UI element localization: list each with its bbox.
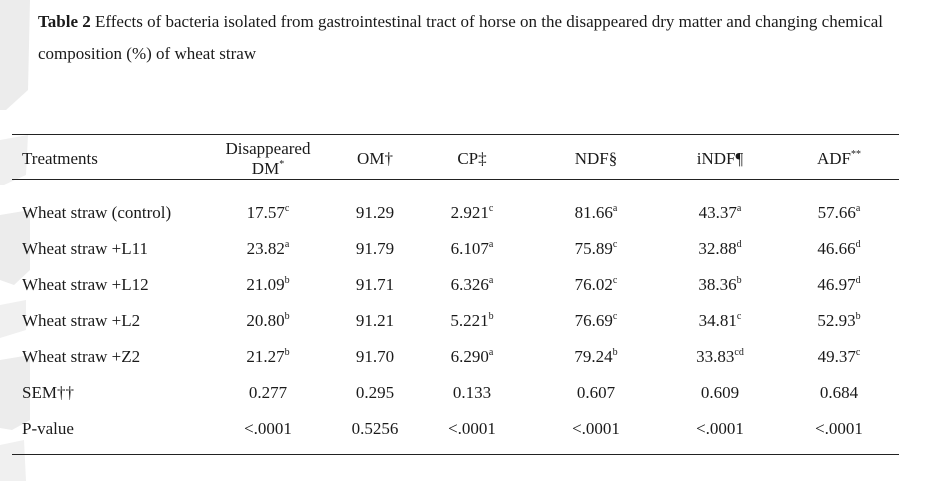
table-cell-text: 0.609 <box>700 383 740 402</box>
row-label <box>22 239 148 259</box>
table-cell-text: 79.24 <box>574 347 613 366</box>
table-cell <box>536 311 656 331</box>
header-col-4-text: NDF§ <box>574 149 618 168</box>
row-label <box>22 311 140 331</box>
table-cell-superscript: a <box>736 203 742 214</box>
row-label-text: Wheat straw (control) <box>22 203 172 222</box>
table-cell-text: 33.83 <box>696 347 735 366</box>
table-cell <box>779 347 899 367</box>
table-cell <box>660 347 780 367</box>
table-cell-text: 43.37 <box>698 203 737 222</box>
table-cell <box>660 239 780 259</box>
table-cell <box>208 239 328 259</box>
table-cell-text: 0.277 <box>248 383 288 402</box>
table-cell-text: 81.66 <box>574 203 613 222</box>
table-cell-text: 20.80 <box>246 311 285 330</box>
header-disappeared-text: Disappeared <box>225 139 311 158</box>
table-cell <box>412 311 532 331</box>
table-cell-superscript: b <box>855 311 861 322</box>
table-cell-superscript: a <box>612 203 618 214</box>
header-treatments <box>22 149 98 169</box>
table-label: Table 2 <box>38 12 91 31</box>
table-cell-text: 2.921 <box>450 203 489 222</box>
table-cell <box>412 419 532 439</box>
table-cell <box>536 419 656 439</box>
table-cell <box>660 203 780 223</box>
table-cell <box>536 383 656 403</box>
table-bottom-rule <box>12 454 899 455</box>
table-cell <box>412 383 532 403</box>
table-cell <box>208 203 328 223</box>
table-cell-text: 0.133 <box>452 383 492 402</box>
table-cell-text: 76.02 <box>574 275 613 294</box>
table-cell-text: 34.81 <box>698 311 737 330</box>
table-cell-text: 0.684 <box>819 383 859 402</box>
table-cell <box>779 419 899 439</box>
table-cell <box>779 275 899 295</box>
table-cell-text: 57.66 <box>817 203 856 222</box>
table-cell-text: 23.82 <box>246 239 285 258</box>
header-treatments-text: Treatments <box>22 149 98 168</box>
table-cell <box>779 203 899 223</box>
table-cell-text: <.0001 <box>815 419 863 438</box>
table-cell-text: 46.97 <box>817 275 856 294</box>
table-top-rule <box>12 134 899 135</box>
row-label <box>22 203 171 223</box>
header-col-5 <box>660 149 780 169</box>
table-cell-text: <.0001 <box>244 419 292 438</box>
table-cell-superscript: a <box>488 275 494 286</box>
header-col-3-text: CP‡ <box>457 149 487 168</box>
table-cell-text: 6.326 <box>450 275 489 294</box>
row-label <box>22 419 74 439</box>
table-cell-superscript: c <box>612 311 618 322</box>
table-cell-text: 91.29 <box>355 203 395 222</box>
table-cell-text: 32.88 <box>698 239 737 258</box>
table-cell-text: 5.221 <box>450 311 489 330</box>
table-cell-text: 17.57 <box>246 203 285 222</box>
table-cell-superscript: b <box>284 347 290 358</box>
header-col-6-superscript: ** <box>851 149 861 160</box>
header-col-3 <box>412 149 532 169</box>
table-cell-superscript: a <box>284 239 290 250</box>
table-cell-superscript: b <box>612 347 618 358</box>
row-label-text: SEM†† <box>22 383 74 402</box>
table-cell-superscript: d <box>736 239 742 250</box>
table-cell-superscript: d <box>855 239 861 250</box>
header-dm-text: DM <box>251 159 280 178</box>
table-cell-superscript: c <box>736 311 742 322</box>
table-cell <box>208 275 328 295</box>
table-cell-text: 52.93 <box>817 311 856 330</box>
table-cell-text: <.0001 <box>448 419 496 438</box>
row-label-text: Wheat straw +L2 <box>22 311 141 330</box>
table-cell <box>779 239 899 259</box>
table-cell <box>208 347 328 367</box>
table-cell-text: 0.295 <box>355 383 395 402</box>
table-cell-superscript: b <box>284 275 290 286</box>
row-label-text: Wheat straw +Z2 <box>22 347 141 366</box>
row-label <box>22 347 140 367</box>
table-cell-text: 75.89 <box>574 239 613 258</box>
table-caption <box>38 6 883 70</box>
table-cell <box>660 275 780 295</box>
table-cell <box>660 419 780 439</box>
table-cell-superscript: b <box>488 311 494 322</box>
table-cell <box>208 419 328 439</box>
table-cell-text: <.0001 <box>696 419 744 438</box>
table-cell-text: 6.107 <box>450 239 489 258</box>
table-header-rule <box>12 179 899 180</box>
table-cell-superscript: c <box>612 275 618 286</box>
table-cell <box>412 347 532 367</box>
table-cell-text: 21.09 <box>246 275 285 294</box>
table-cell-text: 91.79 <box>355 239 395 258</box>
table-cell <box>660 311 780 331</box>
table-cell-text: 91.21 <box>355 311 395 330</box>
table-cell <box>208 383 328 403</box>
header-col-2-text: OM† <box>357 149 393 168</box>
table-cell-superscript: c <box>612 239 618 250</box>
table-cell <box>208 311 328 331</box>
table-cell-text: 49.37 <box>817 347 856 366</box>
table-cell <box>412 239 532 259</box>
header-col-5-text: iNDF¶ <box>696 149 744 168</box>
table-caption-text: Effects of bacteria isolated from gastrointestinal tract of horse on the disappeared dry matter and changing chemical composition (%) of wheat straw <box>38 12 884 63</box>
table-cell-superscript: a <box>488 347 494 358</box>
table-cell-superscript: b <box>284 311 290 322</box>
table-cell-superscript: c <box>488 203 494 214</box>
table-cell-text: 91.70 <box>355 347 395 366</box>
table-cell-superscript: c <box>284 203 290 214</box>
header-col-6 <box>779 149 899 169</box>
row-label-text: P-value <box>22 419 74 438</box>
header-dm-superscript: * <box>279 159 285 170</box>
table-cell <box>412 275 532 295</box>
table-cell <box>779 311 899 331</box>
table-cell <box>536 203 656 223</box>
row-label <box>22 275 149 295</box>
table-cell-superscript: c <box>855 347 861 358</box>
table-cell-text: 21.27 <box>246 347 285 366</box>
table-cell <box>536 347 656 367</box>
table-cell-text: 76.69 <box>574 311 613 330</box>
table-cell <box>779 383 899 403</box>
row-label-text: Wheat straw +L12 <box>22 275 149 294</box>
table-cell-superscript: a <box>488 239 494 250</box>
header-col-6-text: ADF <box>816 149 851 168</box>
table-cell <box>660 383 780 403</box>
table-cell <box>536 239 656 259</box>
row-label-text: Wheat straw +L11 <box>22 239 149 258</box>
table-cell-text: 0.607 <box>576 383 616 402</box>
header-disappeared <box>208 139 328 159</box>
table-cell-superscript: a <box>855 203 861 214</box>
table-cell-text: 0.5256 <box>351 419 399 438</box>
header-dm <box>208 159 328 179</box>
table-cell-text: 91.71 <box>355 275 395 294</box>
table-cell-superscript: d <box>855 275 861 286</box>
table-cell-superscript: cd <box>734 347 744 358</box>
table-cell-text: <.0001 <box>572 419 620 438</box>
table-cell <box>412 203 532 223</box>
table-cell <box>536 275 656 295</box>
table-cell-text: 38.36 <box>698 275 737 294</box>
row-label <box>22 383 74 403</box>
table-cell-text: 46.66 <box>817 239 856 258</box>
header-col-4 <box>536 149 656 169</box>
table-cell-text: 6.290 <box>450 347 489 366</box>
table-cell-superscript: b <box>736 275 742 286</box>
